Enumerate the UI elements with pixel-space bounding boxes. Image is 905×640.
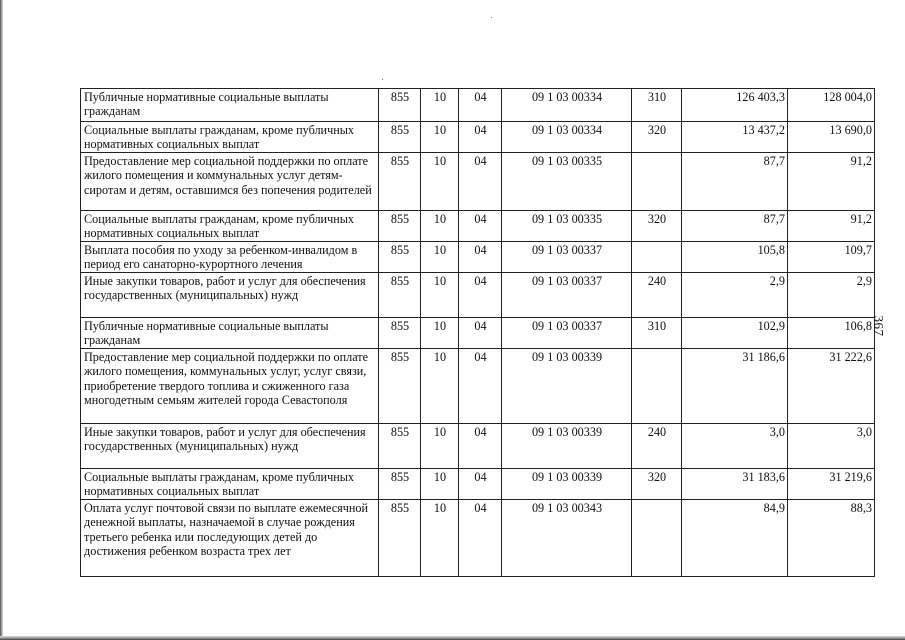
- ministry-code-cell: 855: [379, 153, 421, 211]
- expense-type-cell: 320: [632, 211, 682, 242]
- section-cell: 10: [421, 273, 459, 318]
- table-row: [81, 211, 875, 242]
- table-row: [81, 242, 875, 273]
- table-body: [81, 89, 875, 577]
- target-article-cell: 09 1 03 00339: [502, 423, 632, 468]
- subsection-cell: 04: [459, 122, 502, 153]
- sum-year2-cell: 128 004,0: [788, 89, 875, 122]
- expense-type-cell: 310: [632, 318, 682, 349]
- sum-year1-cell: 84,9: [682, 499, 788, 576]
- ministry-code-cell: 855: [379, 318, 421, 349]
- target-article-cell: 09 1 03 00334: [502, 89, 632, 122]
- row-name-cell: Публичные нормативные социальные выплаты гражданам: [81, 318, 379, 349]
- row-name-cell: Иные закупки товаров, работ и услуг для обеспечения государственных (муниципальных) нужд: [81, 273, 379, 318]
- subsection-cell: 04: [459, 242, 502, 273]
- sum-year2-cell: 2,9: [788, 273, 875, 318]
- table-row: [81, 273, 875, 318]
- row-name-cell: Оплата услуг почтовой связи по выплате ежемесячной денежной выплаты, назначаемой в случае рождения третьего ребенка или последующих детей до достижения ребенком возраста трех лет: [81, 499, 379, 576]
- sum-year1-cell: 87,7: [682, 211, 788, 242]
- scan-edge-bottom: [0, 636, 905, 640]
- sum-year1-cell: 87,7: [682, 153, 788, 211]
- target-article-cell: 09 1 03 00335: [502, 211, 632, 242]
- section-cell: 10: [421, 468, 459, 499]
- ministry-code-cell: 855: [379, 89, 421, 122]
- expense-type-cell: 240: [632, 423, 682, 468]
- subsection-cell: 04: [459, 318, 502, 349]
- subsection-cell: 04: [459, 468, 502, 499]
- target-article-cell: 09 1 03 00339: [502, 348, 632, 423]
- table-row: [81, 318, 875, 349]
- section-cell: 10: [421, 122, 459, 153]
- sum-year1-cell: 31 183,6: [682, 468, 788, 499]
- section-cell: 10: [421, 423, 459, 468]
- table-row: [81, 423, 875, 468]
- sum-year2-cell: 13 690,0: [788, 122, 875, 153]
- section-cell: 10: [421, 499, 459, 576]
- target-article-cell: 09 1 03 00343: [502, 499, 632, 576]
- section-cell: 10: [421, 153, 459, 211]
- ministry-code-cell: 855: [379, 273, 421, 318]
- table-row: [81, 89, 875, 122]
- section-cell: 10: [421, 89, 459, 122]
- subsection-cell: 04: [459, 273, 502, 318]
- subsection-cell: 04: [459, 89, 502, 122]
- row-name-cell: Социальные выплаты гражданам, кроме публичных нормативных социальных выплат: [81, 211, 379, 242]
- sum-year2-cell: 91,2: [788, 153, 875, 211]
- target-article-cell: 09 1 03 00337: [502, 318, 632, 349]
- scan-speck: [382, 79, 383, 80]
- sum-year2-cell: 91,2: [788, 211, 875, 242]
- target-article-cell: 09 1 03 00339: [502, 468, 632, 499]
- table-row: [81, 348, 875, 423]
- row-name-cell: Предоставление мер социальной поддержки по оплате жилого помещения и коммунальных услуг детям-сиротам и детям, оставшимся без попечения родителей: [81, 153, 379, 211]
- row-name-cell: Иные закупки товаров, работ и услуг для обеспечения государственных (муниципальных) нужд: [81, 423, 379, 468]
- sum-year2-cell: 106,8: [788, 318, 875, 349]
- target-article-cell: 09 1 03 00337: [502, 273, 632, 318]
- sum-year1-cell: 105,8: [682, 242, 788, 273]
- sum-year2-cell: 3,0: [788, 423, 875, 468]
- row-name-cell: Социальные выплаты гражданам, кроме публичных нормативных социальных выплат: [81, 122, 379, 153]
- expense-type-cell: [632, 153, 682, 211]
- ministry-code-cell: 855: [379, 468, 421, 499]
- sum-year1-cell: 2,9: [682, 273, 788, 318]
- sum-year1-cell: 31 186,6: [682, 348, 788, 423]
- expense-type-cell: 310: [632, 89, 682, 122]
- sum-year1-cell: 3,0: [682, 423, 788, 468]
- target-article-cell: 09 1 03 00334: [502, 122, 632, 153]
- table-row: [81, 499, 875, 576]
- expense-type-cell: [632, 499, 682, 576]
- sum-year2-cell: 109,7: [788, 242, 875, 273]
- sum-year2-cell: 31 219,6: [788, 468, 875, 499]
- table-row: [81, 153, 875, 211]
- row-name-cell: Предоставление мер социальной поддержки по оплате жилого помещения, коммунальных услуг, услуг связи, приобретение твердого топлива и сжиженного газа многодетным семьям жителей города Севастополя: [81, 348, 379, 423]
- ministry-code-cell: 855: [379, 423, 421, 468]
- table-row: [81, 468, 875, 499]
- subsection-cell: 04: [459, 423, 502, 468]
- sum-year2-cell: 31 222,6: [788, 348, 875, 423]
- scan-edge-left: [0, 0, 3, 640]
- expense-type-cell: [632, 348, 682, 423]
- budget-table: [80, 88, 875, 577]
- section-cell: 10: [421, 211, 459, 242]
- section-cell: 10: [421, 242, 459, 273]
- subsection-cell: 04: [459, 348, 502, 423]
- section-cell: 10: [421, 348, 459, 423]
- sum-year1-cell: 13 437,2: [682, 122, 788, 153]
- ministry-code-cell: 855: [379, 348, 421, 423]
- sum-year1-cell: 126 403,3: [682, 89, 788, 122]
- subsection-cell: 04: [459, 499, 502, 576]
- page-number: 367: [871, 315, 887, 337]
- scan-speck: [491, 17, 492, 18]
- ministry-code-cell: 855: [379, 499, 421, 576]
- expense-type-cell: 240: [632, 273, 682, 318]
- row-name-cell: Публичные нормативные социальные выплаты гражданам: [81, 89, 379, 122]
- table-row: [81, 122, 875, 153]
- subsection-cell: 04: [459, 153, 502, 211]
- ministry-code-cell: 855: [379, 122, 421, 153]
- sum-year2-cell: 88,3: [788, 499, 875, 576]
- subsection-cell: 04: [459, 211, 502, 242]
- expense-type-cell: [632, 242, 682, 273]
- row-name-cell: Социальные выплаты гражданам, кроме публичных нормативных социальных выплат: [81, 468, 379, 499]
- expense-type-cell: 320: [632, 468, 682, 499]
- ministry-code-cell: 855: [379, 242, 421, 273]
- row-name-cell: Выплата пособия по уходу за ребенком-инвалидом в период его санаторно-курортного лечения: [81, 242, 379, 273]
- ministry-code-cell: 855: [379, 211, 421, 242]
- sum-year1-cell: 102,9: [682, 318, 788, 349]
- target-article-cell: 09 1 03 00337: [502, 242, 632, 273]
- target-article-cell: 09 1 03 00335: [502, 153, 632, 211]
- expense-type-cell: 320: [632, 122, 682, 153]
- section-cell: 10: [421, 318, 459, 349]
